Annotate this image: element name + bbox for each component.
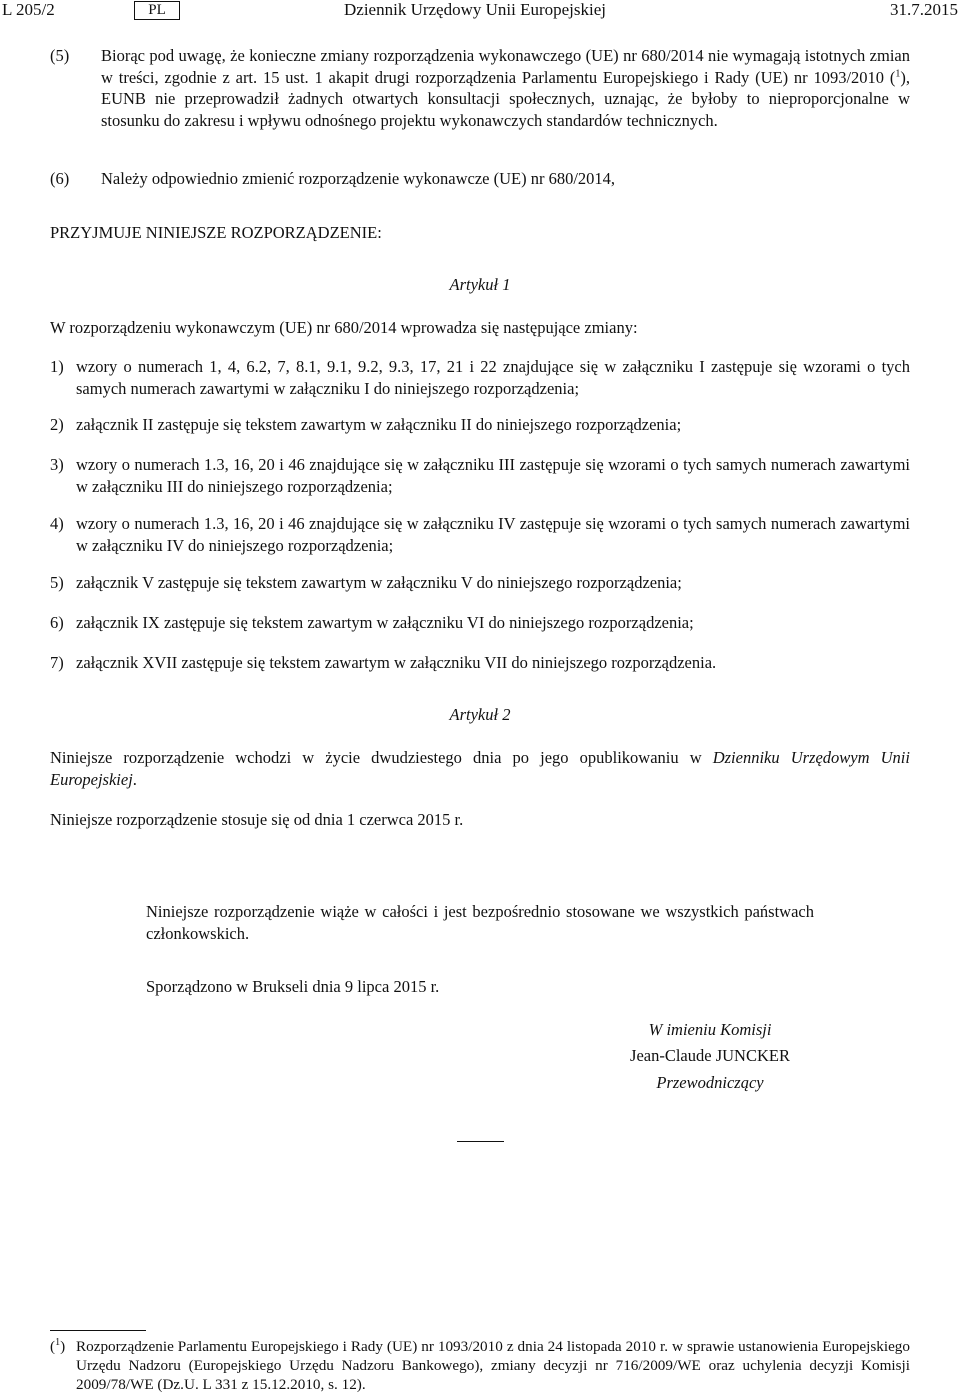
page-reference: L 205/2	[2, 0, 55, 19]
recital-number: (5)	[50, 46, 70, 65]
list-item: 3) wzory o numerach 1.3, 16, 20 i 46 znajdujące się w załączniku III zastępuje się wzorami o tych samych numerach zawartymi w załączniku III do niniejszego rozporządzenia;	[50, 455, 910, 496]
footnote-separator	[50, 1330, 146, 1331]
article-1-intro: W rozporządzeniu wykonawczym (UE) nr 680/2014 wprowadza się następujące zmiany:	[50, 318, 638, 337]
footnote-number: ($^1$)	[50, 1336, 66, 1355]
list-item: 7) załącznik XVII zastępuje się tekstem zawartym w załączniku VII do niniejszego rozporządzenia.	[50, 653, 717, 672]
article-2-title: Artykuł 2	[449, 705, 511, 724]
language-box: PL	[134, 1, 180, 20]
journal-title: Dziennik Urzędowy Unii Europejskiej	[344, 0, 607, 19]
list-item: 6) załącznik IX zastępuje się tekstem zawartym w załączniku VI do niniejszego rozporządzenia;	[50, 613, 694, 632]
recital-text: Należy odpowiednio zmienić rozporządzenie wykonawcze (UE) nr 680/2014,	[101, 169, 616, 188]
article-1-title: Artykuł 1	[449, 275, 511, 294]
done-at-statement: Sporządzono w Brukseli dnia 9 lipca 2015 r.	[146, 977, 440, 996]
recital-number: (6)	[50, 169, 70, 188]
list-item: 2) załącznik II zastępuje się tekstem zawartym w załączniku II do niniejszego rozporządzenia;	[50, 415, 682, 434]
article-2-application-date: Niniejsze rozporządzenie stosuje się od dnia 1 czerwca 2015 r.	[50, 810, 464, 829]
end-of-text-rule	[457, 1141, 504, 1142]
list-item: 4) wzory o numerach 1.3, 16, 20 i 46 znajdujące się w załączniku IV zastępuje się wzorami o tych samych numerach zawartymi w załączniku IV do niniejszego rozporządzenia;	[50, 514, 910, 555]
footnote-1	[50, 1337, 910, 1394]
recital-5	[50, 45, 910, 131]
list-item: 5) załącznik V zastępuje się tekstem zawartym w załączniku V do niniejszego rozporządzenia;	[50, 573, 682, 592]
signatory-name: Jean-Claude JUNCKER	[630, 1046, 790, 1065]
adopts-statement: PRZYJMUJE NINIEJSZE ROZPORZĄDZENIE:	[50, 223, 382, 242]
journal-name-italic: Dzienniku Urzędowym Unii Europejskiej	[50, 748, 910, 789]
publication-date: 31.7.2015	[890, 0, 958, 19]
journal-header	[0, 0, 960, 20]
binding-statement: Niniejsze rozporządzenie wiąże w całości i jest bezpośrednio stosowane we wszystkich państwach członkowskich.	[146, 902, 814, 943]
footnote-text: Rozporządzenie Parlamentu Europejskiego i Rady (UE) nr 1093/2010 z dnia 24 listopada 2010 r. w sprawie ustanowienia Europejskiego Urzędu Nadzoru (Europejskiego Urzędu Nadzoru Bankowego), zmiany decyzji nr 716/2009/WE oraz uchylenia decyzji Komisji 2009/78/WE (Dz.U. L 331 z 15.12.2010, s. 12).	[76, 1338, 910, 1393]
article-2-entry-into-force: Niniejsze rozporządzenie wchodzi w życie dwudziestego dnia po jego opublikowaniu w Dzienniku Urzędowym Unii Europejskiej.	[50, 748, 910, 789]
recital-text: Biorąc pod uwagę, że konieczne zmiany rozporządzenia wykonawczego (UE) nr 680/2014 nie wymagają istotnych zmian w treści, zgodnie z art. 15 ust. 1 akapit drugi rozporządzenia Parlamentu Europejskiego i Rady (UE) nr 1093/2010 ($^1$), EUNB nie przeprowadził żadnych otwartych konsultacji społecznych, uznając, że byłoby to nieproporcjonalne w stosunku do zakresu i wpływu odnośnego projektu wykonawczych standardów technicznych.	[101, 46, 910, 130]
on-behalf-of: W imieniu Komisji	[648, 1020, 772, 1039]
recital-6	[50, 168, 910, 190]
list-item: 1) wzory o numerach 1, 4, 6.2, 7, 8.1, 9.1, 9.2, 9.3, 17, 21 i 22 znajdujące się w załączniku I zastępuje się wzorami o tych samych numerach zawartymi w załączniku I do niniejszego rozporządzenia;	[50, 357, 910, 398]
signatory-role: Przewodniczący	[656, 1073, 764, 1092]
footnote-reference[interactable]: 1	[895, 68, 901, 79]
